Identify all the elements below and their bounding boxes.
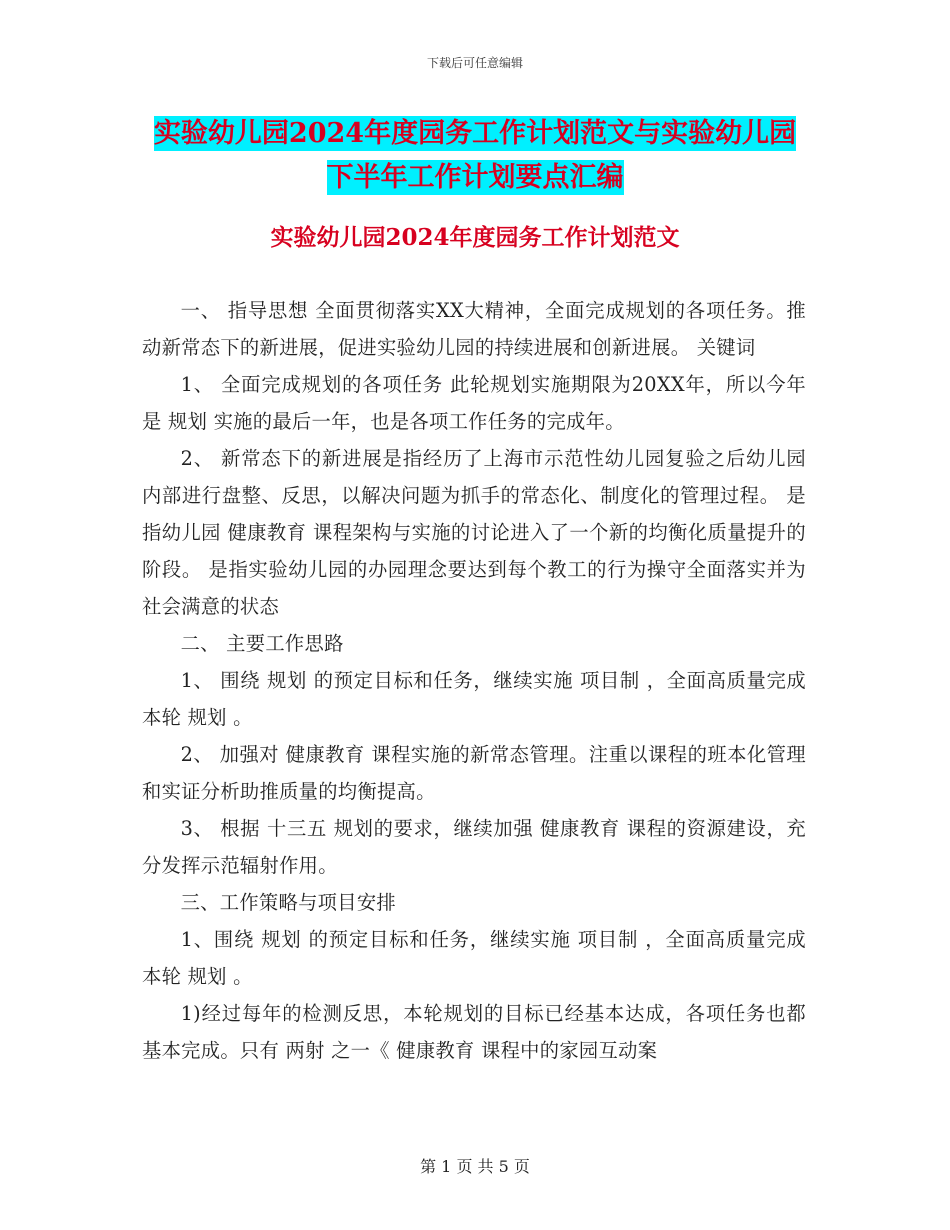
paragraph: 1)经过每年的检测反思，本轮规划的目标已经基本达成，各项任务也都基本完成。只有 两射 之一《 健康教育 课程中的家园互动案: [142, 1002, 806, 1062]
paragraph: 2、 加强对 健康教育 课程实施的新常态管理。注重以课程的班本化管理和实证分析助推质量的均衡提高。: [142, 743, 806, 803]
header-note: 下载后可任意编辑: [426, 56, 523, 70]
paragraph: 1、 全面完成规划的各项任务 此轮规划实施期限为20XX年，所以今年是 规划 实施的最后一年，也是各项工作任务的完成年。: [142, 373, 806, 433]
paragraph: 一、 指导思想 全面贯彻落实XX大精神，全面完成规划的各项任务。推动新常态下的新进展，促进实验幼儿园的持续进展和创新进展。 关键词: [142, 299, 806, 359]
paragraph: 1、 围绕 规划 的预定目标和任务，继续实施 项目制 ，全面高质量完成本轮 规划 。: [142, 669, 806, 729]
paragraph: 2、 新常态下的新进展是指经历了上海市示范性幼儿园复验之后幼儿园内部进行盘整、反思，以解决问题为抓手的常态化、制度化的管理过程。 是指幼儿园 健康教育 课程架构与实施的讨论进入了一个新的均衡化质量提升的阶段。 是指实验幼儿园的办园理念要达到每个教工的行为操守全面落实并为社会满意的状态: [142, 447, 806, 618]
section-title: 实验幼儿园2024年度园务工作计划范文: [270, 224, 680, 251]
page-footer: 第 1 页 共 5 页: [420, 1157, 530, 1176]
paragraph: 三、工作策略与项目安排: [180, 891, 396, 914]
paragraph: 二、 主要工作思路: [180, 632, 344, 655]
title-line-1: 实验幼儿园2024年度园务工作计划范文与实验幼儿园: [153, 118, 797, 149]
document-title: [0, 112, 950, 200]
document-body: [142, 292, 806, 1069]
paragraph: 3、 根据 十三五 规划的要求，继续加强 健康教育 课程的资源建设，充分发挥示范辐射作用。: [142, 817, 806, 877]
title-line-2: 下半年工作计划要点汇编: [326, 162, 624, 193]
paragraph: 1、围绕 规划 的预定目标和任务，继续实施 项目制 ，全面高质量完成本轮 规划 。: [142, 928, 806, 988]
